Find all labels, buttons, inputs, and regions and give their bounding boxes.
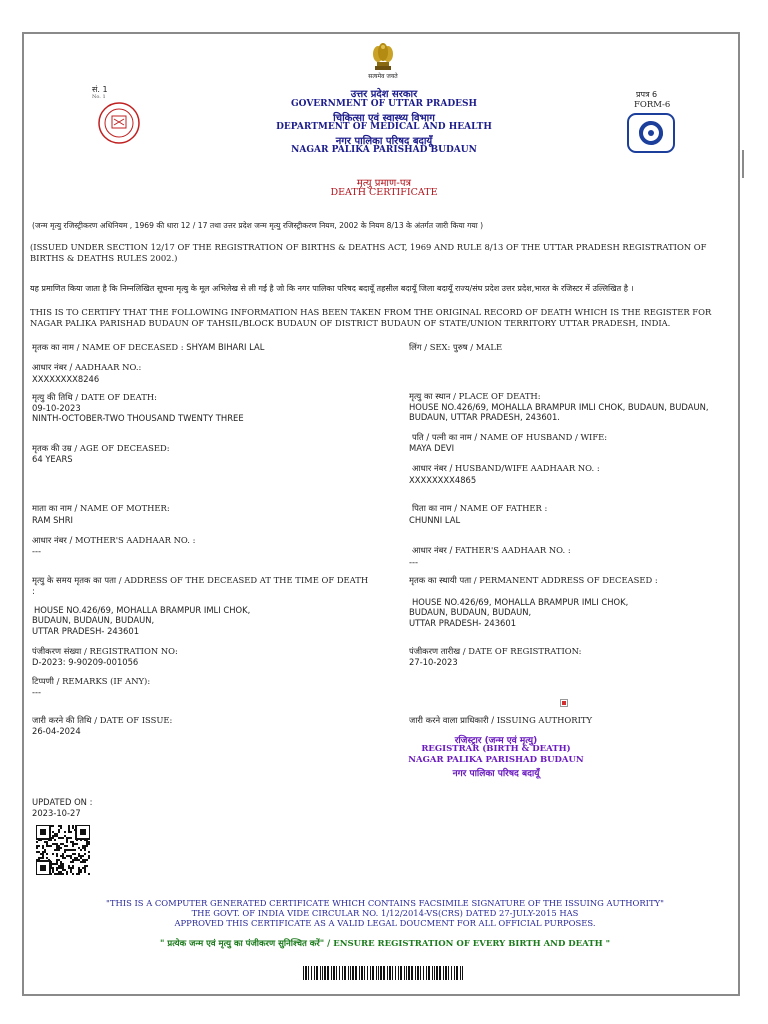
address-at-death-line-1: HOUSE NO.426/69, MOHALLA BRAMPUR IMLI CHOK,: [34, 605, 251, 615]
mother-label-english: NAME OF MOTHER:: [77, 503, 170, 513]
certify-text-hindi: यह प्रमाणित किया जाता है कि निम्नलिखित सूचना मृत्यु के मूल अभिलेख से ली गई है जो कि नगर पालिका परिषद बदायूँ तहसील बदायूँ जिला बदायूँ राज्य/संघ प्रदेश उत्तर प्रदेश,भारत के रजिस्टर में उल्लिखित है ।: [30, 284, 634, 293]
permanent-address-line-1: HOUSE NO.426/69, MOHALLA BRAMPUR IMLI CHOK,: [412, 597, 629, 607]
qr-code-icon: [36, 825, 90, 875]
dod-label-english: / DATE OF DEATH:: [72, 392, 157, 402]
date-of-issue-label: [32, 715, 172, 725]
sex-value-hindi: पुरुष: [453, 342, 468, 352]
father-aadhaar-label-hindi: आधार नंबर /: [412, 545, 453, 555]
mother-label-hindi: माता का नाम /: [32, 503, 78, 513]
title-hindi: मृत्यु प्रमाण-पत्र: [356, 178, 412, 189]
spouse-aadhaar-label-english: HUSBAND/WIFE AADHAAR NO. :: [452, 463, 600, 473]
issuing-authority-label: [409, 715, 592, 725]
mother-aadhaar-label: [32, 535, 195, 545]
date-of-death-value: 09-10-2023: [32, 403, 81, 413]
form-number-hindi: प्रपत्र 6: [636, 90, 658, 99]
deceased-label-hindi: मृतक का नाम: [32, 342, 74, 352]
place-of-death-line-2: BUDAUN, UTTAR PRADESH, 243601.: [409, 412, 560, 422]
spouse-aadhaar-label: [412, 463, 600, 473]
serial-label-hindi: सं. 1: [92, 85, 108, 94]
authority-label-hindi: जारी करने वाला प्राधिकारी /: [409, 715, 495, 725]
issued-under-english: (ISSUED UNDER SECTION 12/17 OF THE REGISTRATION OF BIRTHS & DEATHS ACT, 1969 AND RULE 8/13 OF THE UTTAR PRADESH REGISTRATION OF BIRTHS & DEATHS RULES 2002.): [30, 242, 707, 263]
reg-no-label-english: / REGISTRATION NO:: [81, 646, 178, 656]
age-label-english: / AGE OF DECEASED:: [71, 443, 170, 453]
dept-name-hindi: चिकित्सा एवं स्वास्थ्य विभाग: [333, 113, 435, 124]
serial-label-english: No. 1: [92, 94, 106, 100]
signature-image-icon: [560, 699, 568, 707]
reg-date-label-english: / DATE OF REGISTRATION:: [460, 646, 582, 656]
aadhaar-value: XXXXXXXX8246: [32, 374, 100, 384]
spouse-aadhaar-value: XXXXXXXX4865: [409, 475, 477, 485]
address-at-death-line-2: BUDAUN, BUDAUN, BUDAUN,: [32, 615, 155, 625]
updated-on-label: UPDATED ON :: [32, 797, 93, 807]
slogan-hindi: " प्रत्येक जन्म एवं मृत्यु का पंजीकरण सुनिश्चित करें" /: [159, 939, 331, 949]
reg-no-label-hindi: पंजीकरण संख्या: [32, 646, 82, 656]
permanent-address-line-2: BUDAUN, BUDAUN, BUDAUN,: [409, 607, 532, 617]
registrar-body-english: NAGAR PALIKA PARISHAD BUDAUN: [408, 755, 584, 765]
local-body-hindi: नगर पालिका परिषद बदायूँ: [335, 136, 433, 147]
deceased-name-value: SHYAM BIHARI LAL: [186, 342, 265, 352]
spouse-name-value: MAYA DEVI: [409, 443, 455, 453]
age-label: [32, 443, 170, 453]
certify-text-english: THIS IS TO CERTIFY THAT THE FOLLOWING INFORMATION HAS BEEN TAKEN FROM THE ORIGINAL RECORD OF DEATH WHICH IS THE REGISTER FOR NAGAR PALIKA PARISHAD BUDAUN OF TAHSIL/BLOCK BUDAUN OF DISTRICT BUDAUN OF STATE/UNION TERRITORY UTTAR PRADESH, INDIA.: [30, 307, 712, 328]
father-label-english: NAME OF FATHER :: [457, 503, 548, 513]
perm-address-label-english: / PERMANENT ADDRESS OF DECEASED :: [471, 575, 658, 585]
govt-name-english: GOVERNMENT OF UTTAR PRADESH: [290, 99, 478, 109]
registrar-title-english: REGISTRAR (BIRTH & DEATH): [421, 744, 571, 754]
aadhaar-label: [32, 362, 141, 372]
place-of-death-label: [409, 391, 541, 401]
issued-under-hindi: (जन्म मृत्यु रजिस्ट्रीकरण अधिनियम , 1969 की धारा 12 / 17 तथा उत्तर प्रदेश जन्म मृत्यु रजिस्ट्रीकरण नियम, 2002 के नियम 8/13 के अंतर्गत जारी किया गया ): [32, 221, 484, 230]
registrar-body-hindi: नगर पालिका परिषद बदायूँ: [452, 769, 540, 779]
issue-label-hindi: जारी करने की तिथि: [32, 715, 92, 725]
spouse-label-hindi: पति / पत्नी का नाम /: [412, 432, 478, 442]
father-aadhaar-label-english: FATHER'S AADHAAR NO. :: [452, 545, 571, 555]
address-at-death-line-3: UTTAR PRADESH- 243601: [32, 626, 140, 636]
govt-name-hindi: उत्तर प्रदेश सरकार: [350, 89, 418, 100]
dept-name-english: DEPARTMENT OF MEDICAL AND HEALTH: [276, 122, 492, 132]
address-at-death-label-hindi: मृत्यु के समय मृतक का पता: [32, 575, 117, 585]
pod-label-english: / PLACE OF DEATH:: [450, 391, 541, 401]
deceased-label-english: / NAME OF DECEASED :: [73, 342, 187, 352]
father-label-hindi: पिता का नाम /: [412, 503, 458, 513]
mother-aadhaar-label-english: MOTHER'S AADHAAR NO. :: [72, 535, 196, 545]
mother-aadhaar-label-hindi: आधार नंबर /: [32, 535, 73, 545]
issue-label-english: / DATE OF ISSUE:: [91, 715, 173, 725]
mother-aadhaar-value: ---: [32, 546, 42, 556]
father-name-label: [412, 503, 547, 513]
footer-note-line-2: THE GOVT. OF INDIA VIDE CIRCULAR NO. 1/12/2014-VS(CRS) DATED 27-JULY-2015 HAS: [191, 908, 579, 918]
address-at-death-label: [32, 575, 368, 585]
up-government-seal-icon: [94, 102, 144, 144]
permanent-address-line-3: UTTAR PRADESH- 243601: [409, 618, 517, 628]
footer-note-line-1: "THIS IS A COMPUTER GENERATED CERTIFICATE WHICH CONTAINS FACSIMILE SIGNATURE OF THE ISSUING AUTHORITY": [106, 898, 664, 908]
spouse-aadhaar-label-hindi: आधार नंबर /: [412, 463, 453, 473]
spouse-name-label: [412, 432, 607, 442]
sex-label-english: / SEX:: [421, 342, 454, 352]
address-at-death-label-english: / ADDRESS OF THE DECEASED AT THE TIME OF DEATH: [116, 575, 369, 585]
registrar-title-hindi: रजिस्ट्रार (जन्म एवं मृत्यु): [454, 736, 538, 746]
registration-slogan: [30, 938, 740, 949]
date-of-death-label: [32, 392, 157, 402]
reg-date-label-hindi: पंजीकरण तारीख: [409, 646, 461, 656]
perm-address-label-hindi: मृतक का स्थायी पता: [409, 575, 472, 585]
registration-number-value: D-2023: 9-90209-001056: [32, 657, 139, 667]
registration-number-label: [32, 646, 178, 656]
dod-label-hindi: मृत्यु की तिथि: [32, 392, 73, 402]
border-mark: [742, 150, 744, 178]
pod-label-hindi: मृत्यु का स्थान: [409, 391, 451, 401]
sex-value-english: / MALE: [467, 342, 503, 352]
sex-label-hindi: लिंग: [409, 342, 422, 352]
date-of-issue-value: 26-04-2024: [32, 726, 81, 736]
updated-on-value: 2023-10-27: [32, 808, 81, 818]
father-aadhaar-label: [412, 545, 571, 555]
address-at-death-colon: :: [32, 586, 35, 596]
mother-name-label: [32, 503, 170, 513]
form-number-english: FORM-6: [634, 100, 671, 110]
barcode-icon: [303, 965, 465, 979]
father-name-value: CHUNNI LAL: [409, 515, 461, 525]
remarks-value: ---: [32, 687, 42, 697]
aadhaar-label-hindi: आधार नंबर /: [32, 362, 73, 372]
crs-logo-icon: [627, 113, 675, 153]
spouse-label-english: NAME OF HUSBAND / WIFE:: [477, 432, 608, 442]
deceased-name-row: [32, 342, 264, 352]
remarks-label: [32, 676, 150, 686]
date-of-death-words: NINTH-OCTOBER-TWO THOUSAND TWENTY THREE: [32, 413, 244, 423]
father-aadhaar-value: ---: [409, 557, 419, 567]
authority-label-english: ISSUING AUTHORITY: [494, 715, 593, 725]
registration-date-value: 27-10-2023: [409, 657, 458, 667]
footer-note-line-3: APPROVED THIS CERTIFICATE AS A VALID LEGAL DOUCMENT FOR ALL OFFICIAL PURPOSES.: [174, 918, 596, 928]
remarks-label-english: / REMARKS (IF ANY):: [53, 676, 151, 686]
remarks-label-hindi: टिप्पणी: [32, 676, 54, 686]
aadhaar-label-english: AADHAAR NO.:: [72, 362, 142, 372]
sex-row: [409, 342, 502, 352]
emblem-motto: सत्यमेव जयते: [368, 73, 398, 80]
registration-date-label: [409, 646, 582, 656]
title-english: DEATH CERTIFICATE: [330, 187, 438, 198]
local-body-english: NAGAR PALIKA PARISHAD BUDAUN: [291, 145, 477, 155]
age-value: 64 YEARS: [32, 454, 73, 464]
age-label-hindi: मृतक की उम्र: [32, 443, 72, 453]
slogan-english: ENSURE REGISTRATION OF EVERY BIRTH AND DEATH ": [330, 939, 611, 949]
place-of-death-line-1: HOUSE NO.426/69, MOHALLA BRAMPUR IMLI CHOK, BUDAUN, BUDAUN,: [409, 402, 709, 412]
mother-name-value: RAM SHRI: [32, 515, 73, 525]
permanent-address-label: [409, 575, 658, 585]
